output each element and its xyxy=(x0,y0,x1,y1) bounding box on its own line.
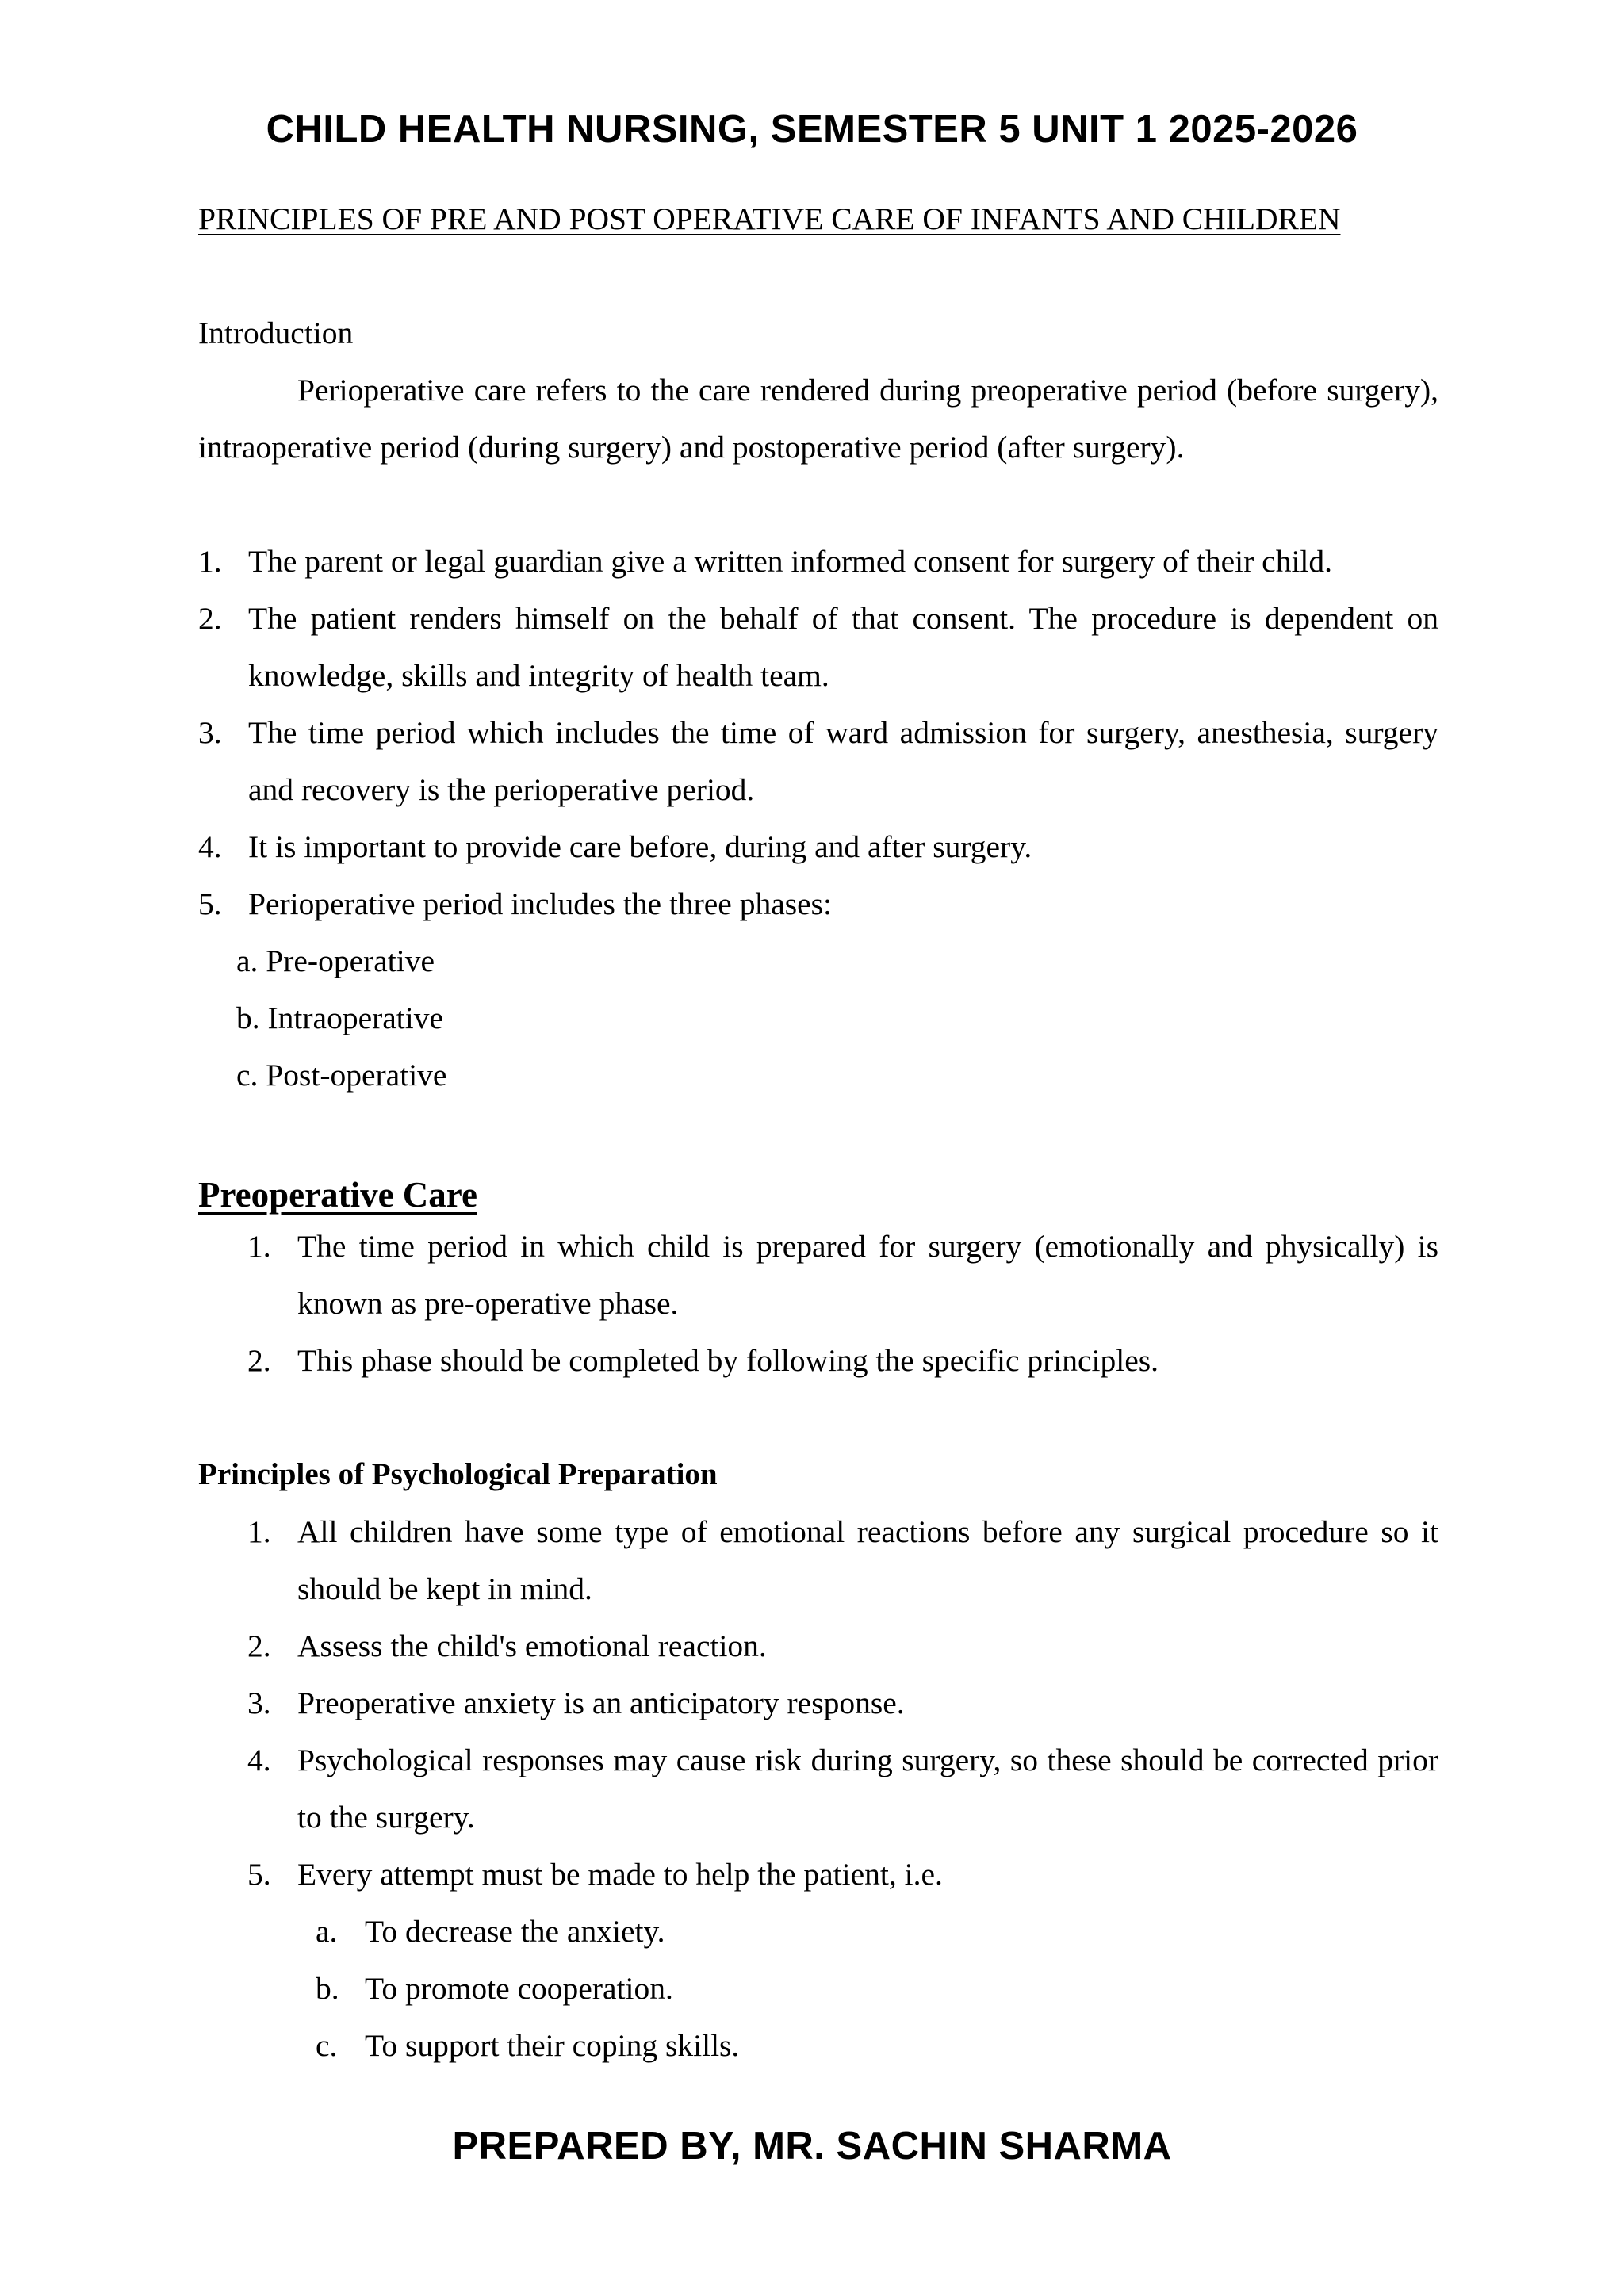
list-item-text: It is important to provide care before, during and after surgery. xyxy=(248,829,1032,864)
list-item-number: 4. xyxy=(198,829,222,864)
list-item-text: This phase should be completed by following the specific principles. xyxy=(297,1343,1159,1378)
preoperative-list xyxy=(198,1218,1438,1389)
document-subtitle: PRINCIPLES OF PRE AND POST OPERATIVE CARE OF INFANTS AND CHILDREN xyxy=(198,201,1341,236)
list-item-text: Assess the child's emotional reaction. xyxy=(297,1628,767,1663)
list-item-number: 4. xyxy=(247,1743,271,1777)
list-item xyxy=(198,1218,1438,1332)
list-item-text: All children have some type of emotional reactions before any surgical procedure so it should be kept in mind. xyxy=(297,1514,1438,1606)
list-item-text: Every attempt must be made to help the patient, i.e. xyxy=(297,1857,943,1892)
sublist-item-text: To support their coping skills. xyxy=(365,2028,740,2063)
list-item-text: The time period which includes the time of ward admission for surgery, anesthesia, surgery and recovery is the perioperative period. xyxy=(248,715,1438,807)
list-item-number: 3. xyxy=(247,1686,271,1720)
list-item xyxy=(198,704,1438,818)
list-item-number: 1. xyxy=(247,1514,271,1549)
list-item-text: Preoperative anxiety is an anticipatory response. xyxy=(297,1686,905,1720)
list-item xyxy=(198,1617,1438,1674)
psychological-sublist xyxy=(198,1903,1438,2074)
list-item-text: Psychological responses may cause risk during surgery, so these should be corrected prior to the surgery. xyxy=(297,1743,1438,1835)
phase-item: b. Intraoperative xyxy=(236,1001,444,1035)
list-item xyxy=(198,533,1438,590)
introduction-paragraph: Perioperative care refers to the care rendered during preoperative period (before surgery), intraoperative period (during surgery) and postoperative period (after surgery). xyxy=(198,373,1438,465)
list-item-text: The patient renders himself on the behalf of that consent. The procedure is dependent on knowledge, skills and integrity of health team. xyxy=(248,601,1438,693)
list-item xyxy=(198,590,1438,704)
list-item xyxy=(198,1846,1438,1903)
list-item-text: The time period in which child is prepared for surgery (emotionally and physically) is known as pre-operative phase. xyxy=(297,1229,1438,1321)
list-item xyxy=(198,875,1438,932)
sublist-item xyxy=(198,1960,1438,2017)
phase-item: a. Pre-operative xyxy=(236,943,435,978)
list-item xyxy=(198,1332,1438,1389)
list-item-number: 5. xyxy=(198,886,222,921)
sublist-item-letter: b. xyxy=(316,1971,339,2006)
list-item xyxy=(198,818,1438,875)
phase-item: c. Post-operative xyxy=(236,1058,447,1093)
list-item xyxy=(198,1503,1438,1617)
list-item-number: 5. xyxy=(247,1857,271,1892)
introduction-list xyxy=(198,533,1438,932)
sublist-item-letter: c. xyxy=(316,2028,338,2063)
list-item-number: 1. xyxy=(198,544,222,579)
sublist-item-text: To decrease the anxiety. xyxy=(365,1914,665,1949)
list-item-number: 2. xyxy=(247,1628,271,1663)
page-header-title: CHILD HEALTH NURSING, SEMESTER 5 UNIT 1 2025-2026 xyxy=(266,108,1358,151)
list-item-number: 3. xyxy=(198,715,222,750)
sublist-item xyxy=(198,2017,1438,2074)
document-body xyxy=(198,190,1438,2074)
psychological-preparation-heading: Principles of Psychological Preparation xyxy=(198,1457,718,1491)
list-item-number: 2. xyxy=(247,1343,271,1378)
list-item xyxy=(198,1732,1438,1846)
sublist-item xyxy=(198,1903,1438,1960)
sublist-item-letter: a. xyxy=(316,1914,338,1949)
sublist-item-text: To promote cooperation. xyxy=(365,1971,673,2006)
list-item-number: 1. xyxy=(247,1229,271,1264)
list-item-number: 2. xyxy=(198,601,222,636)
introduction-label: Introduction xyxy=(198,316,354,350)
list-item-text: Perioperative period includes the three phases: xyxy=(248,886,832,921)
page-footer: PREPARED BY, MR. SACHIN SHARMA xyxy=(452,2125,1172,2168)
list-item-text: The parent or legal guardian give a written informed consent for surgery of their child. xyxy=(248,544,1333,579)
list-item xyxy=(198,1674,1438,1732)
preoperative-care-heading: Preoperative Care xyxy=(198,1175,477,1215)
psychological-list xyxy=(198,1503,1438,1903)
